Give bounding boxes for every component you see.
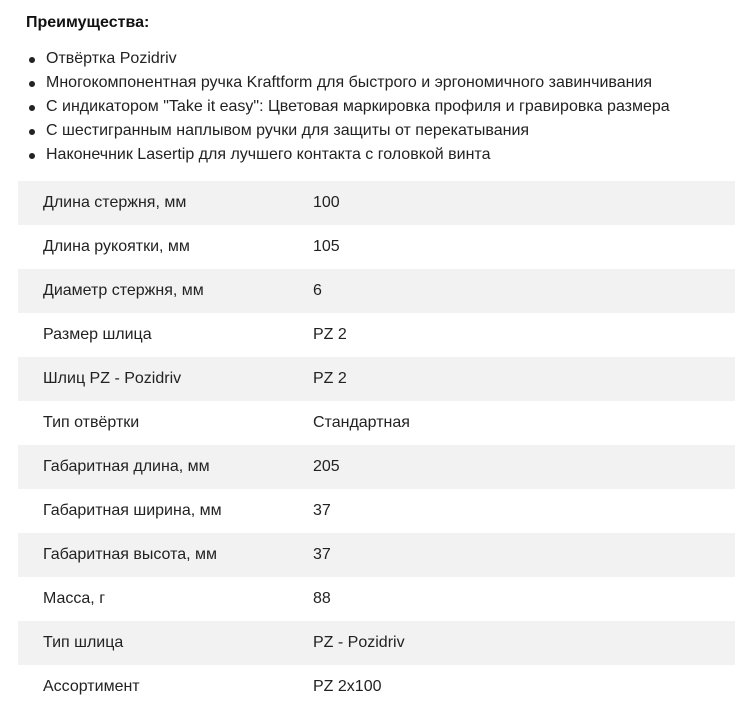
specs-table bbox=[18, 181, 735, 709]
table-row bbox=[18, 445, 735, 489]
spec-value: 37 bbox=[313, 502, 331, 519]
spec-label: Ассортимент bbox=[43, 678, 140, 695]
table-row bbox=[18, 181, 735, 225]
spec-value: 205 bbox=[313, 458, 340, 475]
list-item-text: Многокомпонентная ручка Kraftform для быстрого и эргономичного завинчивания bbox=[46, 74, 653, 91]
spec-value: 6 bbox=[313, 282, 322, 299]
list-item bbox=[26, 143, 670, 167]
bullet-icon bbox=[29, 105, 35, 111]
table-row bbox=[18, 357, 735, 401]
table-row bbox=[18, 401, 735, 445]
spec-label: Габаритная длина, мм bbox=[43, 458, 210, 475]
advantages-heading: Преимущества: bbox=[26, 14, 150, 31]
spec-value: PZ 2x100 bbox=[313, 678, 382, 695]
list-item bbox=[26, 47, 670, 71]
spec-label: Тип шлица bbox=[43, 634, 124, 651]
bullet-icon bbox=[29, 57, 35, 63]
table-row bbox=[18, 313, 735, 357]
spec-value: PZ 2 bbox=[313, 326, 347, 343]
spec-label: Длина рукоятки, мм bbox=[43, 238, 190, 255]
list-item-text: Отвёртка Pozidriv bbox=[46, 50, 177, 67]
advantages-list bbox=[26, 47, 670, 167]
spec-label: Шлиц PZ - Pozidriv bbox=[43, 370, 182, 387]
list-item-text: Наконечник Lasertip для лучшего контакта с головкой винта bbox=[46, 146, 491, 163]
list-item bbox=[26, 119, 670, 143]
table-row bbox=[18, 489, 735, 533]
spec-label: Тип отвёртки bbox=[43, 414, 140, 431]
bullet-icon bbox=[29, 81, 35, 87]
list-item bbox=[26, 95, 670, 119]
table-row bbox=[18, 533, 735, 577]
spec-value: Стандартная bbox=[313, 414, 410, 431]
spec-value: 105 bbox=[313, 238, 340, 255]
spec-label: Диаметр стержня, мм bbox=[43, 282, 204, 299]
spec-label: Габаритная ширина, мм bbox=[43, 502, 222, 519]
spec-value: PZ 2 bbox=[313, 370, 347, 387]
spec-label: Габаритная высота, мм bbox=[43, 546, 218, 563]
spec-label: Размер шлица bbox=[43, 326, 152, 343]
table-row bbox=[18, 225, 735, 269]
bullet-icon bbox=[29, 153, 35, 159]
bullet-icon bbox=[29, 129, 35, 135]
table-row bbox=[18, 621, 735, 665]
spec-value: PZ - Pozidriv bbox=[313, 634, 405, 651]
list-item bbox=[26, 71, 670, 95]
spec-value: 100 bbox=[313, 194, 340, 211]
list-item-text: С индикатором "Take it easy": Цветовая маркировка профиля и гравировка размера bbox=[46, 98, 670, 115]
spec-label: Длина стержня, мм bbox=[43, 194, 187, 211]
table-row bbox=[18, 269, 735, 313]
table-row bbox=[18, 665, 735, 709]
list-item-text: С шестигранным наплывом ручки для защиты от перекатывания bbox=[46, 122, 530, 139]
spec-value: 88 bbox=[313, 590, 331, 607]
table-row bbox=[18, 577, 735, 621]
spec-value: 37 bbox=[313, 546, 331, 563]
spec-label: Масса, г bbox=[43, 590, 106, 607]
